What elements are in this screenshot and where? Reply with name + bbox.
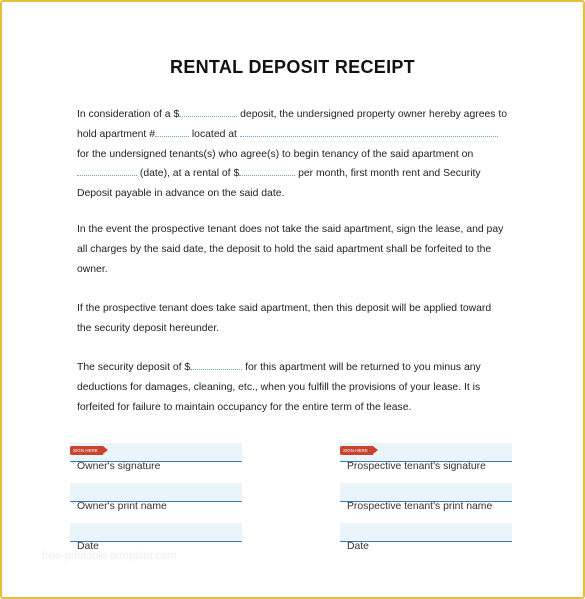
paragraph-line	[77, 105, 517, 125]
text-fragment: located at	[188, 128, 237, 140]
paragraph-line: Deposit payable in advance on the said date.	[77, 188, 285, 200]
owner-print-name-field[interactable]	[70, 483, 242, 502]
deposit-amount-field[interactable]	[179, 107, 237, 117]
tenant-print-name-field[interactable]	[340, 483, 512, 502]
security-deposit-field[interactable]	[190, 360, 242, 370]
text-fragment: per month, first month rent and Security	[295, 168, 481, 180]
text-fragment: The security deposit of $	[77, 362, 191, 373]
owner-signature-field[interactable]	[70, 443, 242, 462]
paragraph-line: In the event the prospective tenant does not take the said apartment, sign the lease, and pay	[77, 224, 504, 235]
tenant-signature-row	[340, 443, 512, 483]
apartment-number-field[interactable]	[155, 127, 189, 137]
watermark: free-printable-template.com	[42, 550, 177, 562]
monthly-rent-field[interactable]	[239, 166, 295, 176]
paragraph-applied	[77, 299, 517, 339]
text-fragment: deposit, the undersigned property owner hereby agrees to	[237, 109, 508, 120]
tenant-date-label: Date	[347, 541, 369, 552]
tenant-print-name-row	[340, 483, 512, 523]
tenant-date-field[interactable]	[340, 523, 512, 542]
text-fragment: hold apartment #	[77, 128, 155, 140]
paragraph-security-deposit	[77, 358, 517, 417]
paragraph-line: If the prospective tenant does take said apartment, then this deposit will be applied toward	[77, 303, 492, 314]
owner-signature-row	[70, 443, 242, 483]
text-fragment: (date), at a rental of $	[137, 168, 240, 180]
sign-here-tag: SIGN HERE	[70, 446, 103, 455]
paragraph-forfeit	[77, 220, 517, 279]
paragraph-line: all charges by the said date, the deposit to hold the said apartment shall be forfeited to the	[77, 243, 492, 255]
owner-print-name-label: Owner's print name	[77, 501, 167, 512]
text-fragment: In consideration of a $	[77, 109, 180, 120]
tenant-signature-block	[340, 443, 512, 563]
owner-signature-label: Owner's signature	[77, 461, 161, 472]
tenant-signature-label: Prospective tenant's signature	[347, 461, 486, 472]
paragraph-line	[77, 164, 517, 184]
owner-date-label: Date	[77, 541, 99, 552]
paragraph-consideration	[77, 105, 517, 204]
owner-print-name-row	[70, 483, 242, 523]
paragraph-line: the security deposit hereunder.	[77, 322, 220, 334]
paragraph-line: deductions for damages, cleaning, etc., when you fulfill the provisions of your lease. It is	[77, 381, 481, 393]
paragraph-line	[77, 358, 517, 378]
paragraph-line: owner.	[77, 263, 108, 275]
sign-here-tag: SIGN HERE	[340, 446, 373, 455]
paragraph-line: forfeited for failure to maintain occupancy for the entire term of the lease.	[77, 401, 412, 413]
document-title: RENTAL DEPOSIT RECEIPT	[170, 57, 415, 77]
paragraph-line	[77, 125, 517, 145]
tenant-print-name-label: Prospective tenant's print name	[347, 501, 493, 512]
owner-signature-block	[70, 443, 242, 563]
start-date-field[interactable]	[77, 166, 137, 176]
tenant-date-row	[340, 523, 512, 563]
paragraph-line: for the undersigned tenants(s) who agree(s) to begin tenancy of the said apartment on	[77, 148, 474, 160]
apartment-address-field[interactable]	[240, 127, 498, 137]
tenant-signature-field[interactable]	[340, 443, 512, 462]
text-fragment: for this apartment will be returned to you minus any	[242, 362, 481, 373]
owner-date-field[interactable]	[70, 523, 242, 542]
